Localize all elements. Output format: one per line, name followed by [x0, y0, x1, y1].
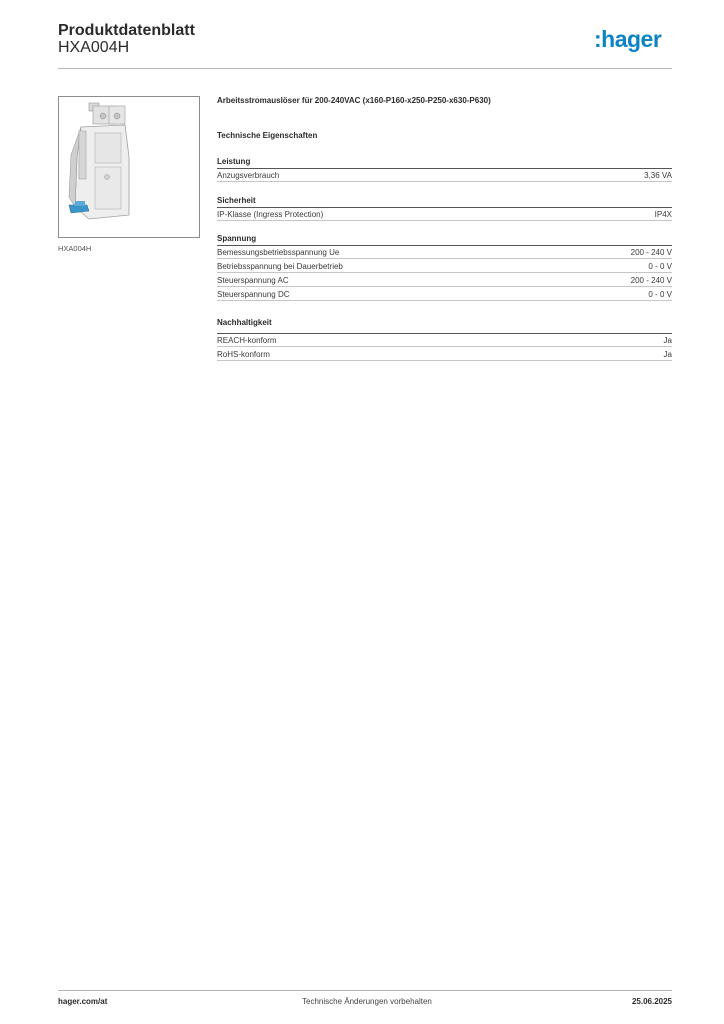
- page-title: Produktdatenblatt: [58, 22, 195, 39]
- row-label: REACH-konform: [217, 336, 277, 345]
- row-label: Betriebsspannung bei Dauerbetrieb: [217, 262, 343, 271]
- row-value: Ja: [663, 350, 672, 359]
- table-row: [217, 246, 672, 259]
- row-value: 3,36 VA: [644, 171, 672, 180]
- row-divider: [217, 346, 672, 347]
- row-label: Steuerspannung DC: [217, 290, 290, 299]
- footer-note: Technische Änderungen vorbehalten: [302, 997, 432, 1006]
- table-row: [217, 334, 672, 347]
- row-value: 0 - 0 V: [648, 290, 672, 299]
- row-label: Anzugsverbrauch: [217, 171, 280, 180]
- logo-text: :hager: [594, 26, 662, 52]
- footer-divider: [58, 990, 672, 991]
- table-row: [217, 348, 672, 361]
- row-label: Steuerspannung AC: [217, 276, 289, 285]
- row-divider: [217, 258, 672, 259]
- row-divider: [217, 286, 672, 287]
- product-illustration: [59, 97, 199, 237]
- footer-date: 25.06.2025: [631, 997, 672, 1006]
- table-row: [217, 288, 672, 301]
- row-divider: [217, 181, 672, 182]
- row-value: IP4X: [654, 210, 672, 219]
- row-value: 200 - 240 V: [630, 276, 672, 285]
- section-title: Technische Eigenschaften: [217, 131, 318, 140]
- product-image: [58, 96, 200, 238]
- row-label: Bemessungsbetriebsspannung Ue: [217, 248, 340, 257]
- row-label: RoHS-konform: [217, 350, 270, 359]
- group-heading-leistung: Leistung: [217, 157, 251, 166]
- table-row: [217, 208, 672, 221]
- header-divider: [58, 68, 672, 69]
- table-row: [217, 169, 672, 182]
- table-row: [217, 274, 672, 287]
- group-heading-spannung: Spannung: [217, 234, 257, 243]
- table-row: [217, 260, 672, 273]
- row-divider: [217, 300, 672, 301]
- group-heading-nachhaltigkeit: Nachhaltigkeit: [217, 318, 272, 327]
- image-caption: HXA004H: [58, 244, 92, 253]
- row-divider: [217, 272, 672, 273]
- row-divider: [217, 220, 672, 221]
- row-value: 0 - 0 V: [648, 262, 672, 271]
- row-divider: [217, 360, 672, 361]
- product-code: HXA004H: [58, 39, 130, 56]
- footer-website-link[interactable]: hager.com/at: [58, 997, 108, 1006]
- product-title: Arbeitsstromauslöser für 200-240VAC (x160-P160-x250-P250-x630-P630): [217, 96, 491, 105]
- row-label: IP-Klasse (Ingress Protection): [217, 210, 324, 219]
- group-heading-sicherheit: Sicherheit: [217, 196, 256, 205]
- row-value: 200 - 240 V: [630, 248, 672, 257]
- hager-logo: [594, 26, 661, 56]
- row-value: Ja: [663, 336, 672, 345]
